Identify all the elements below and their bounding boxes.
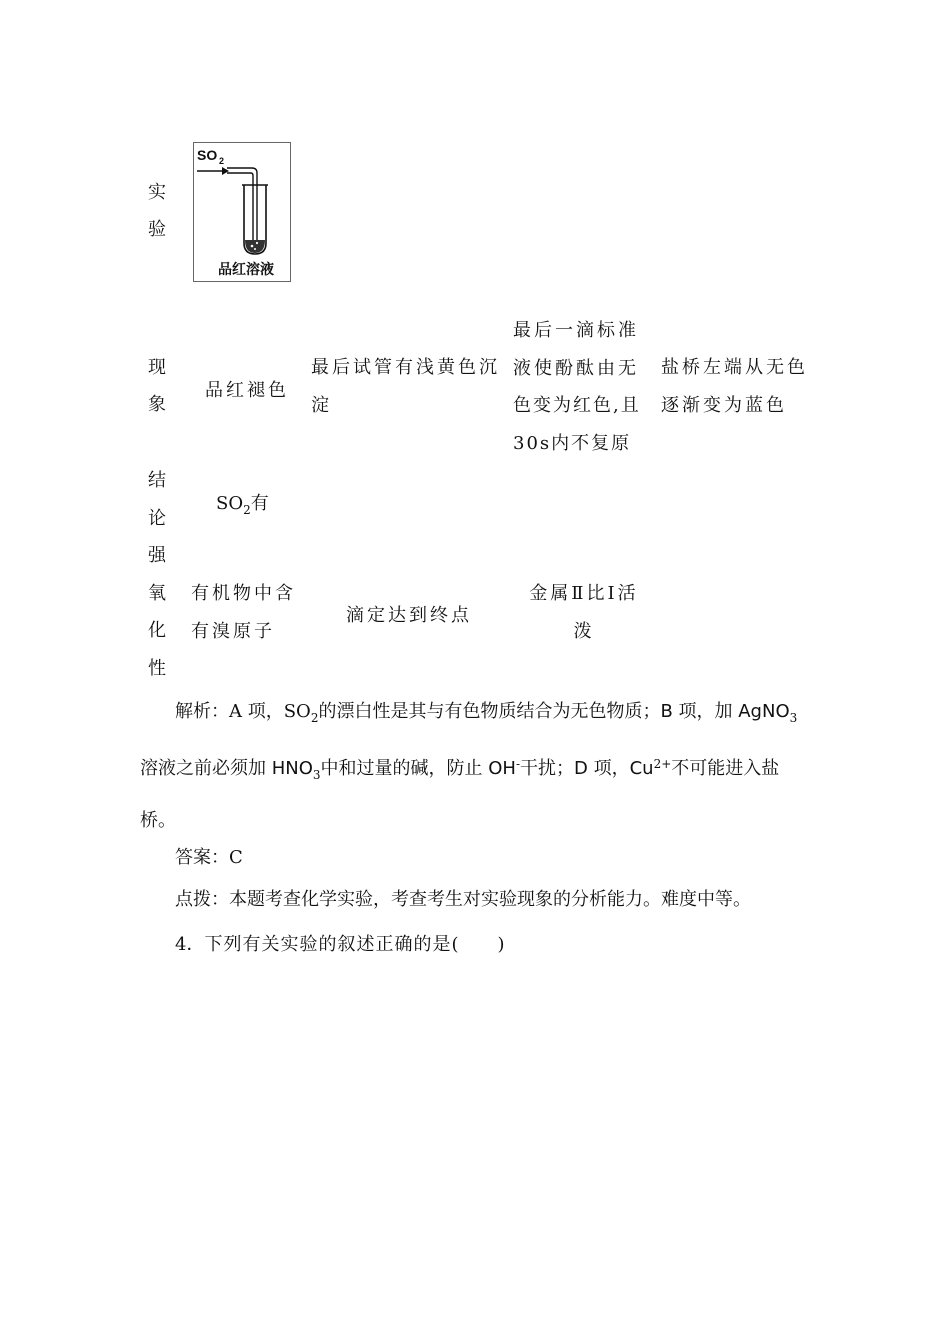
conclusion-header-char: 氧	[148, 582, 166, 604]
phenomenon-b-line: 淀	[311, 394, 332, 416]
row-header-conclusion	[148, 462, 166, 687]
analysis-sub: 3	[789, 711, 798, 725]
delivery-tube-inner	[227, 173, 253, 247]
analysis-line-3: 桥。	[140, 810, 176, 831]
phenomenon-d	[661, 349, 808, 424]
phenomenon-c-line: 液使酚酞由无	[513, 357, 639, 379]
hint-text: 本题考查化学实验，考查考生对实验现象的分析能力。难度中等。	[229, 889, 751, 910]
so2-post: 有	[250, 493, 269, 514]
conclusion-a	[191, 575, 296, 650]
conclusion-header-char: 化	[148, 620, 166, 641]
conclusion-header-char: 性	[148, 657, 166, 679]
question-text: 下列有关实验的叙述正确的是( )	[204, 934, 506, 955]
phenomenon-b	[311, 349, 500, 424]
conclusion-a-top	[216, 489, 269, 517]
analysis-line-2	[140, 741, 820, 798]
phenomenon-a	[205, 376, 289, 402]
gas-label: SO	[197, 147, 218, 163]
analysis-text: 不可能进入盐	[671, 758, 780, 779]
analysis-sub: 3	[312, 768, 321, 782]
solution-label: 品红溶液	[218, 262, 274, 278]
hint-line	[175, 885, 751, 911]
analysis-text: 中和过量的碱，防止 OH	[320, 758, 516, 779]
analysis-paragraph	[140, 689, 820, 844]
analysis-text: 溶液之前必须加 HNO	[140, 758, 313, 779]
conclusion-header-char: 结	[148, 470, 166, 491]
hint-label: 点拨：	[175, 889, 229, 910]
phenomenon-d-line: 盐桥左端从无色	[661, 357, 808, 378]
test-tube-diagram	[194, 143, 290, 281]
conclusion-header-char: 论	[148, 507, 166, 529]
answer-value: C	[229, 847, 243, 868]
conclusion-b-text: 滴定达到终点	[346, 605, 472, 626]
row-header-experiment	[148, 174, 168, 248]
conclusion-b	[346, 601, 472, 627]
analysis-sub: 2	[310, 711, 319, 725]
conclusion-a-line: 有溴原子	[191, 620, 275, 642]
so2-test-tube-figure	[193, 142, 291, 282]
gas-label-sub: 2	[219, 156, 225, 166]
phenomenon-d-line: 逐渐变为蓝色	[661, 394, 787, 416]
question-4	[175, 930, 506, 956]
conclusion-a-line: 有机物中含	[191, 583, 296, 604]
conclusion-c-line: 金属Ⅱ比Ⅰ活	[529, 583, 639, 604]
analysis-text: A 项，SO	[229, 701, 311, 722]
phenomenon-c-line: 30s内不复原	[513, 432, 632, 454]
analysis-text: 的漂白性是其与有色物质结合为无色物质；B 项，加 AgNO	[318, 701, 790, 722]
so2-sub: 2	[243, 503, 251, 517]
row-header-phenomenon-text: 现象	[148, 357, 169, 415]
phenomenon-b-line: 最后试管有浅黄色沉	[311, 357, 500, 378]
row-header-phenomenon	[148, 349, 168, 423]
analysis-label: 解析：	[175, 701, 229, 722]
conclusion-c	[521, 575, 647, 650]
answer-line	[175, 843, 243, 869]
analysis-sup: -	[515, 757, 521, 771]
analysis-text: 干扰；D 项，Cu	[520, 758, 654, 779]
phenomenon-c	[513, 312, 641, 462]
analysis-sup: 2+	[653, 757, 672, 771]
phenomenon-a-text: 品红褪色	[205, 380, 289, 401]
analysis-line-1	[140, 689, 820, 741]
phenomenon-c-line: 色变为红色,且	[513, 395, 641, 416]
liquid-fill	[245, 240, 265, 253]
phenomenon-c-line: 最后一滴标准	[513, 320, 639, 341]
answer-label: 答案：	[175, 847, 229, 868]
so2-text: SO	[216, 493, 244, 514]
conclusion-header-char: 强	[148, 545, 166, 566]
question-number: 4．	[175, 934, 205, 955]
row-header-experiment-text: 实验	[148, 182, 166, 240]
conclusion-c-line: 泼	[573, 620, 595, 642]
